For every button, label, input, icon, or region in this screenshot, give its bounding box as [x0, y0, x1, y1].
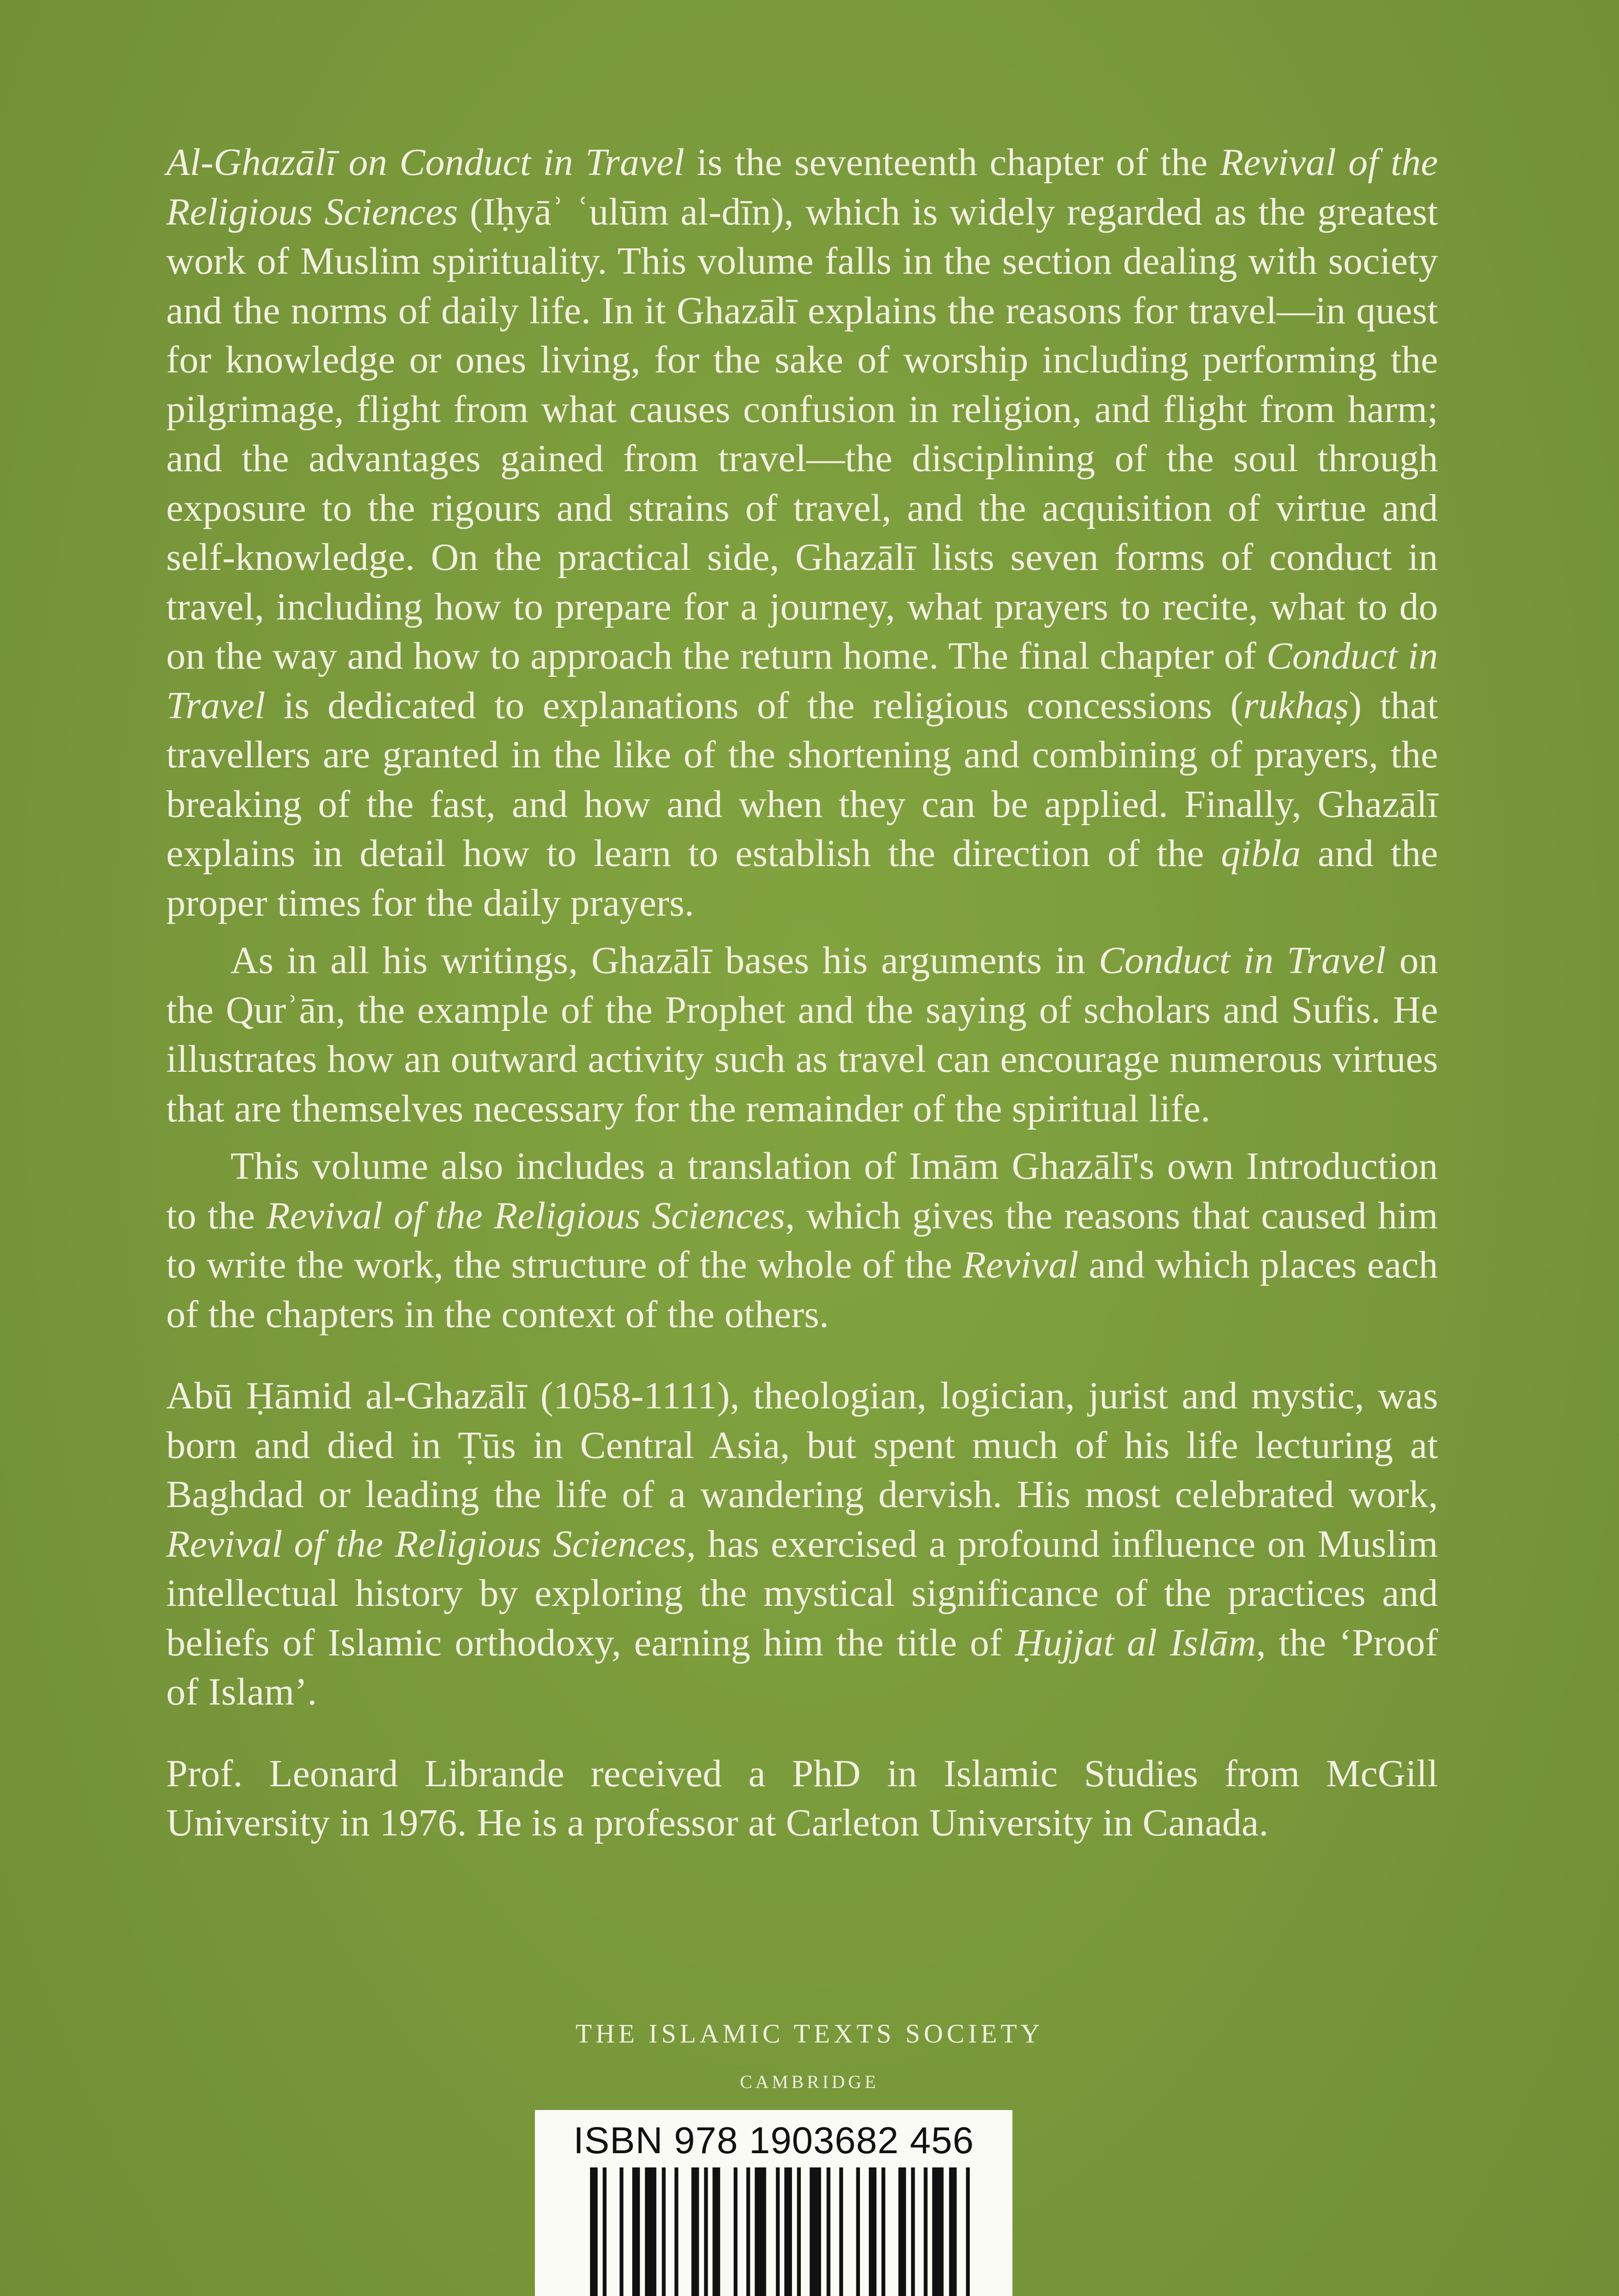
italic-text-run: Conduct in Travel	[166, 635, 1438, 727]
barcode-bar	[590, 2167, 598, 2296]
italic-text-run: qibla	[1221, 832, 1301, 875]
publisher-name: THE ISLAMIC TEXTS SOCIETY	[575, 2019, 1044, 2048]
text-run: and which places each of the chapters in the context of the others.	[166, 1244, 1438, 1336]
barcode-bar	[619, 2167, 623, 2296]
barcode-bar	[924, 2167, 928, 2296]
barcode-bar	[603, 2167, 607, 2296]
text-run: on the Qurʾān, the example of the Prophet and the saying of scholars and Sufis. He illustrates how an outward activity such as travel can encourage numerous virtues that are themselves necessary for the remainder of the spiritual life.	[166, 939, 1438, 1130]
barcode-bar	[784, 2167, 792, 2296]
text-run: and the proper times for the daily prayers.	[166, 832, 1438, 924]
italic-text-run: Al-Ghazālī on Conduct in Travel	[166, 141, 685, 184]
barcode-bar	[856, 2167, 860, 2296]
italic-text-run: Revival	[962, 1244, 1079, 1286]
barcode-bar	[810, 2167, 821, 2296]
isbn-label: ISBN 978 1903682 456	[573, 2120, 974, 2161]
description-paragraph-3	[166, 1142, 1438, 1339]
description-paragraph-2	[166, 936, 1438, 1133]
barcode-bars	[590, 2167, 970, 2296]
italic-text-run: Conduct in Travel	[1098, 939, 1386, 982]
barcode-graphic	[562, 2167, 985, 2296]
isbn-barcode-box	[535, 2110, 1012, 2296]
barcode-bar	[869, 2167, 877, 2296]
barcode-bar	[826, 2167, 830, 2296]
barcode-bar	[932, 2167, 944, 2296]
barcode-bar	[755, 2167, 766, 2296]
text-run: , which gives the reasons that caused him to write the work, the structure of the whole of the	[166, 1194, 1438, 1286]
barcode-bar	[734, 2167, 737, 2296]
barcode-bar	[704, 2167, 708, 2296]
barcode-bar	[899, 2167, 906, 2296]
text-run: As in all his writings, Ghazālī bases his arguments in	[230, 939, 1099, 982]
translator-biography	[166, 1749, 1438, 1848]
text-run: is dedicated to explanations of the religious concessions (	[265, 684, 1243, 727]
barcode-bar	[675, 2167, 678, 2296]
barcode-bar	[691, 2167, 699, 2296]
italic-text-run: Revival of the Religious Sciences	[166, 1522, 686, 1565]
text-run: , has exercised a profound influence on Muslim intellectual history by exploring the mystical significance of the practices and beliefs of Islamic orthodoxy, earning him the title of	[166, 1522, 1438, 1664]
barcode-bar	[966, 2167, 970, 2296]
text-run: is the seventeenth chapter of the	[684, 141, 1220, 184]
italic-text-run: rukhaṣ	[1243, 684, 1349, 727]
barcode-bar	[882, 2167, 885, 2296]
barcode-bar	[713, 2167, 720, 2296]
description-paragraph-1	[166, 138, 1438, 928]
barcode-bar	[776, 2167, 780, 2296]
text-run: Prof. Leonard Librande received a PhD in Islamic Studies from McGill University in 1976. He is a professor at Carleton University in Canada.	[166, 1752, 1438, 1844]
text-run: (Iḥyāʾ ʿulūm al-dīn), which is widely regarded as the greatest work of Muslim spirituality. This volume falls in the section dealing with society and the norms of daily life. In it Ghazālī explains the reasons for travel—in quest for knowledge or ones living, for the sake of worship including performing the pilgrimage, flight from what causes confusion in religion, and flight from harm; and the advantages gained from travel—the disciplining of the soul through exposure to the rigours and strains of travel, and the acquisition of virtue and self-knowledge. On the practical side, Ghazālī lists seven forms of conduct in travel, including how to prepare for a journey, what prayers to recite, what to do on the way and how to approach the return home. The final chapter of	[166, 190, 1438, 677]
barcode-bar	[839, 2167, 843, 2296]
text-run: , the ‘Proof of Islam’.	[166, 1621, 1438, 1713]
italic-text-run: Revival of the Religious Sciences	[166, 141, 1438, 233]
italic-text-run: Revival of the Religious Sciences	[266, 1194, 786, 1237]
text-run: ) that travellers are granted in the like of the shortening and combining of prayers, the breaking of the fast, and how and when they can be applied. Finally, Ghazālī explains in detail how to learn to establish the direction of the	[166, 684, 1438, 875]
barcode-bar	[911, 2167, 915, 2296]
italic-text-run: Ḥujjat al Islām	[1015, 1621, 1256, 1664]
barcode-bar	[632, 2167, 640, 2296]
barcode-bar	[797, 2167, 801, 2296]
publisher-city: CAMBRIDGE	[740, 2071, 879, 2092]
text-run: Abū Ḥāmid al-Ghazālī (1058-1111), theologian, logician, jurist and mystic, was born and died in Ṭūs in Central Asia, but spent much of his life lecturing at Baghdad or leading the life of a wandering dervish. His most celebrated work,	[166, 1374, 1438, 1516]
text-run: This volume also includes a translation of Imām Ghazālī's own Introduction to the	[166, 1145, 1438, 1237]
author-biography	[166, 1371, 1438, 1717]
barcode-bar	[662, 2167, 665, 2296]
cover-text-block	[166, 138, 1438, 1848]
barcode-bar	[645, 2167, 657, 2296]
barcode-bar	[746, 2167, 750, 2296]
barcode-bar	[949, 2167, 957, 2296]
